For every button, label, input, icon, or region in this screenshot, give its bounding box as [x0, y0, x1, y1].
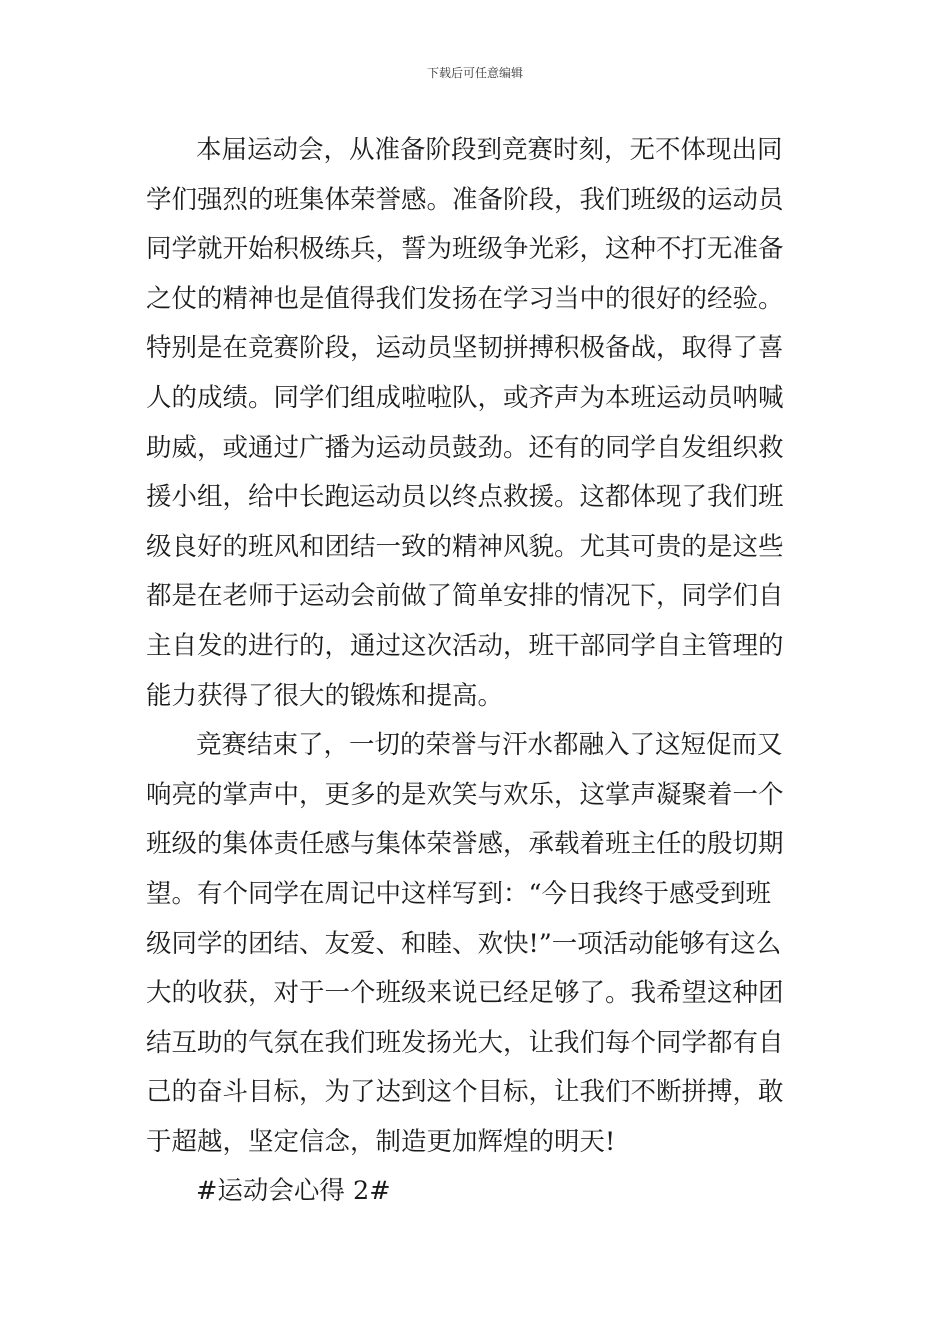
paragraph-line: 本届运动会，从准备阶段到竞赛时刻，无不体现出同 — [196, 135, 783, 165]
paragraph-line: 大的收获，对于一个班级来说已经足够了。我希望这种团 — [146, 978, 784, 1009]
paragraph-2 — [146, 721, 806, 1167]
paragraph-line: 人的成绩。同学们组成啦啦队，或齐声为本班运动员呐喊 — [146, 382, 784, 413]
paragraph-line: 竞赛结束了，一切的荣誉与汗水都融入了这短促而又 — [196, 730, 783, 761]
paragraph-1 — [146, 126, 806, 721]
paragraph-line: 都是在老师于运动会前做了简单安排的情况下，同学们自 — [146, 581, 784, 612]
paragraph-line: 助威，或通过广播为运动员鼓劲。还有的同学自发组织救 — [146, 432, 784, 463]
document-body — [146, 126, 806, 1217]
section-heading-text: #运动会心得 2# — [196, 1176, 391, 1207]
paragraph-line: 特别是在竞赛阶段，运动员坚韧拼搏积极备战，取得了喜 — [146, 333, 784, 364]
paragraph-line: 望。有个同学在周记中这样写到：“今日我终于感受到班 — [146, 878, 772, 909]
paragraph-line: 结互助的气氛在我们班发扬光大，让我们每个同学都有自 — [146, 1027, 784, 1058]
paragraph-line: 级同学的团结、友爱、和睦、欢快!”一项活动能够有这么 — [146, 928, 782, 959]
page-header-note: 下载后可任意编辑 — [426, 66, 523, 80]
paragraph-line: 响亮的掌声中，更多的是欢笑与欢乐，这掌声凝聚着一个 — [146, 779, 784, 810]
paragraph-line: 班级的集体责任感与集体荣誉感，承载着班主任的殷切期 — [146, 829, 784, 860]
paragraph-line: 援小组，给中长跑运动员以终点救援。这都体现了我们班 — [146, 482, 784, 513]
paragraph-line: 级良好的班风和团结一致的精神风貌。尤其可贵的是这些 — [146, 531, 784, 562]
paragraph-line: 于超越，坚定信念，制造更加辉煌的明天! — [146, 1126, 616, 1157]
paragraph-line: 学们强烈的班集体荣誉感。准备阶段，我们班级的运动员 — [146, 184, 784, 215]
paragraph-line: 之仗的精神也是值得我们发扬在学习当中的很好的经验。 — [146, 283, 784, 314]
paragraph-line: 主自发的进行的，通过这次活动，班干部同学自主管理的 — [146, 630, 784, 661]
paragraph-line: 能力获得了很大的锻炼和提高。 — [146, 680, 504, 711]
section-heading — [146, 1167, 806, 1217]
paragraph-line: 己的奋斗目标，为了达到这个目标，让我们不断拼搏，敢 — [146, 1077, 784, 1108]
paragraph-line: 同学就开始积极练兵，誓为班级争光彩，这种不打无准备 — [146, 234, 784, 265]
